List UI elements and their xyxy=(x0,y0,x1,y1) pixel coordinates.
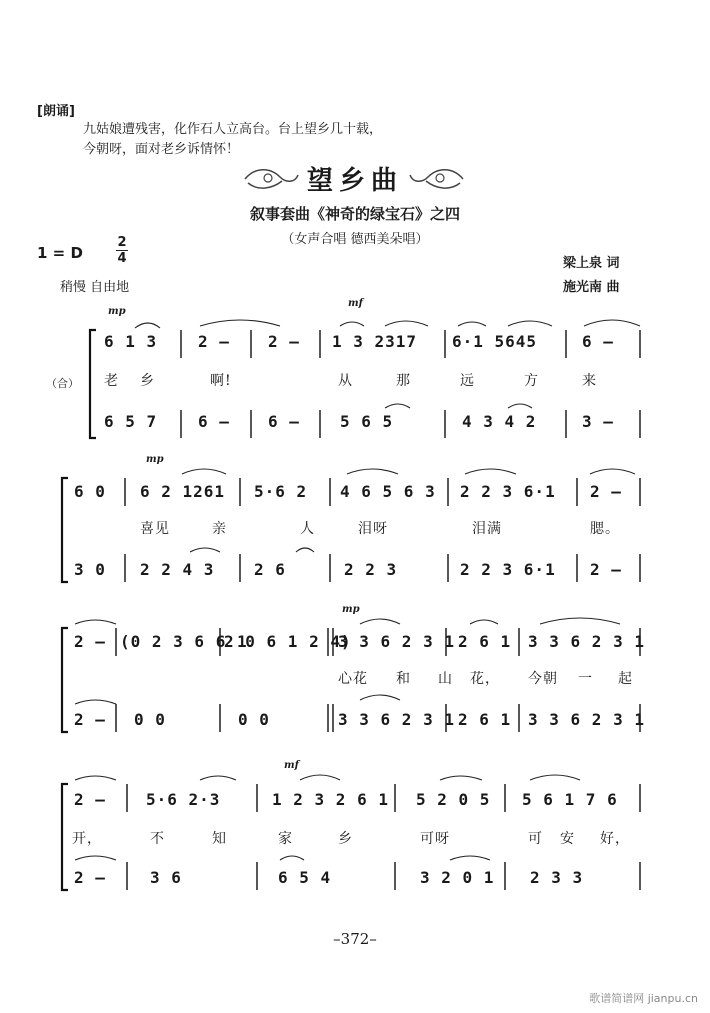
measure: 6 5 4 xyxy=(278,868,332,887)
measure: 2 – xyxy=(198,332,230,351)
dynamic-mark: mp xyxy=(342,604,360,615)
measure: 2 – xyxy=(74,710,106,729)
lyric: 乡 xyxy=(338,831,353,847)
time-signature-bottom: 4 xyxy=(117,251,127,266)
lyric: 开， xyxy=(72,831,102,847)
watermark: 歌谱简谱网 jianpu.cn xyxy=(589,992,698,1005)
composer-credit: 施光南 曲 xyxy=(563,280,620,295)
lyric: 和 xyxy=(396,671,411,687)
measure: 2 – xyxy=(74,632,106,651)
lyric: 一 xyxy=(578,671,593,687)
measure: 2 – xyxy=(590,482,622,501)
measure: 1 3 2317 xyxy=(332,332,418,351)
measure: 5·6 2 xyxy=(254,482,308,501)
measure: 3 0 xyxy=(74,560,106,579)
dynamic-mark: mf xyxy=(284,760,299,771)
measure: 2 2 4 3 xyxy=(140,560,215,579)
measure: 3 3 6 2 3 1 xyxy=(528,632,645,651)
lyric: 起 xyxy=(618,671,633,687)
measure: 5 6 1 7 6 xyxy=(522,790,618,809)
lyric: 从 xyxy=(338,373,353,389)
measure: 2 – xyxy=(268,332,300,351)
lyric: 安 xyxy=(560,831,575,847)
lyric: 山 xyxy=(438,671,453,687)
song-title: 望乡曲 xyxy=(306,166,403,196)
measure: 2 0 6 1 2 4) xyxy=(224,632,352,651)
lyric: 远 xyxy=(460,373,475,389)
measure: 3 3 6 2 3 1 xyxy=(338,710,455,729)
key-signature: 1 = D xyxy=(37,244,83,262)
recitation-label: [朗诵] xyxy=(37,104,75,119)
dynamic-mark: mf xyxy=(348,298,363,309)
measure: 1 2 3 2 6 1 xyxy=(272,790,389,809)
performance-note: （女声合唱 德西美朵唱） xyxy=(281,232,429,247)
lyric: 心花 xyxy=(338,671,368,687)
lyric: 腮。 xyxy=(590,521,620,537)
lyric: 可呀 xyxy=(420,831,450,847)
lyricist-credit: 梁上泉 词 xyxy=(563,256,620,271)
measure: 6 5 7 xyxy=(104,412,158,431)
measure: 2 2 3 6·1 xyxy=(460,560,556,579)
measure: 4 3 4 2 xyxy=(462,412,537,431)
measure: 3 6 xyxy=(150,868,182,887)
measure: 2 3 3 xyxy=(530,868,584,887)
recitation-line-1: 九姑娘遭残害，化作石人立高台。台上望乡几十载， xyxy=(83,122,383,137)
lyric: 家 xyxy=(278,831,293,847)
measure: 2 6 1 xyxy=(458,632,512,651)
time-signature-top: 2 xyxy=(117,235,127,250)
measure: 5·6 2·3 xyxy=(146,790,221,809)
measure: 2 6 1 xyxy=(458,710,512,729)
measure: 2 2 3 xyxy=(344,560,398,579)
measure: 2 6 xyxy=(254,560,286,579)
page-number: –372– xyxy=(333,930,377,948)
measure: 0 0 xyxy=(134,710,166,729)
measure: 6 – xyxy=(268,412,300,431)
song-subtitle: 叙事套曲《神奇的绿宝石》之四 xyxy=(249,205,460,223)
lyric: 泪满 xyxy=(472,521,502,537)
lyric: 不 xyxy=(150,831,165,847)
measure: 2 – xyxy=(74,790,106,809)
measure: 5 2 0 5 xyxy=(416,790,491,809)
measure: 2 – xyxy=(590,560,622,579)
tempo-marking: 稍慢 自由地 xyxy=(60,280,130,295)
lyric: 啊! xyxy=(210,373,232,389)
measure: 3 – xyxy=(582,412,614,431)
lyric: 知 xyxy=(212,831,227,847)
part-label: （合） xyxy=(46,377,79,390)
measure: 2 – xyxy=(74,868,106,887)
lyric: 那 xyxy=(396,373,411,389)
measure: 6·1 5645 xyxy=(452,332,538,351)
measure: (0 2 3 6 6 1 xyxy=(120,632,248,651)
lyric: 老 xyxy=(104,373,119,389)
lyric: 泪呀 xyxy=(358,521,388,537)
lyric: 方 xyxy=(524,373,539,389)
lyric: 人 xyxy=(300,521,315,537)
measure: 6 – xyxy=(582,332,614,351)
lyric: 乡 xyxy=(140,373,155,389)
measure: 6 1 3 xyxy=(104,332,158,351)
dynamic-mark: mp xyxy=(108,306,126,317)
measure: 5 6 5 xyxy=(340,412,394,431)
lyric: 好， xyxy=(600,831,630,847)
lyric: 来 xyxy=(582,373,597,389)
measure: 3 2 0 1 xyxy=(420,868,495,887)
measure: 2 2 3 6·1 xyxy=(460,482,556,501)
recitation-line-2: 今朝呀，面对老乡诉情怀！ xyxy=(83,142,240,157)
lyric: 喜见 xyxy=(140,521,170,537)
measure: 6 0 xyxy=(74,482,106,501)
lyric: 今朝 xyxy=(528,671,558,687)
measure: 0 0 xyxy=(238,710,270,729)
dynamic-mark: mp xyxy=(146,454,164,465)
lyric: 花， xyxy=(470,671,500,687)
measure: 4 6 5 6 3 xyxy=(340,482,436,501)
measure: 6 2 1261 xyxy=(140,482,226,501)
measure: 3 3 6 2 3 1 xyxy=(338,632,455,651)
lyric: 可 xyxy=(528,831,543,847)
measure: 3 3 6 2 3 1 xyxy=(528,710,645,729)
lyric: 亲 xyxy=(212,521,227,537)
measure: 6 – xyxy=(198,412,230,431)
